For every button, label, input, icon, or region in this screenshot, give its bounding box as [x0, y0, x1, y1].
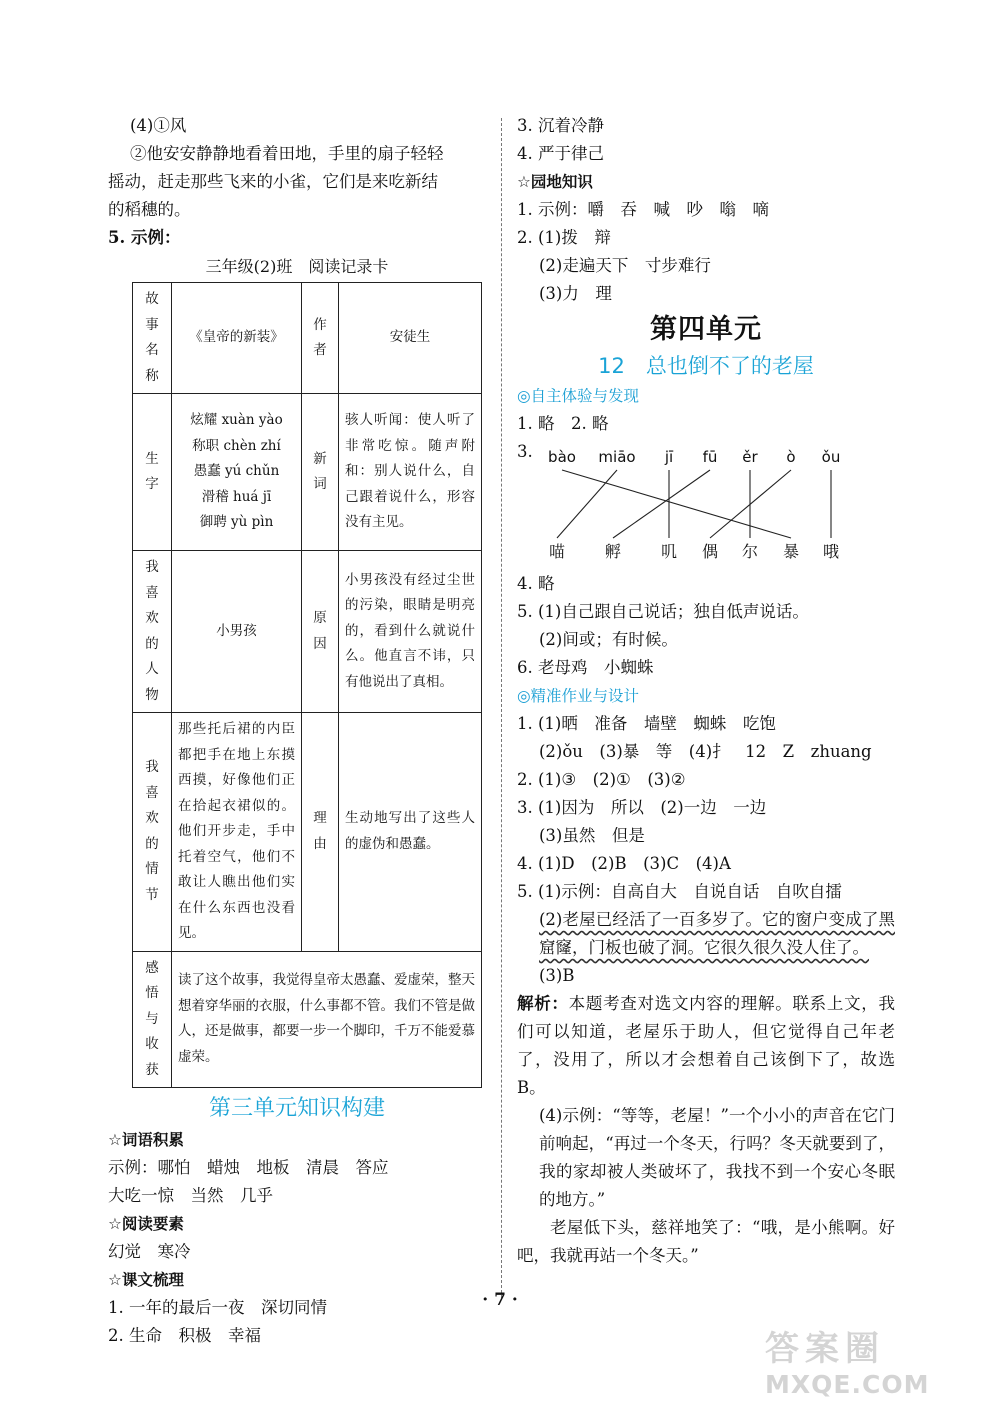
pinyin-label: jī	[664, 448, 674, 466]
section-heading: ☆园地知识	[517, 173, 593, 191]
answer-line: 4. 略	[517, 574, 555, 593]
hanzi-label: 喵	[548, 542, 566, 561]
pinyin-label: fū	[702, 448, 718, 466]
left-column	[108, 112, 486, 1350]
reason-cell: 小男孩没有经过尘世的污染，眼睛是明亮的，看到什么就说什么。他直言不讳，只有他说出了真相。	[339, 551, 482, 713]
answer-line: 幻觉 寒冷	[108, 1242, 191, 1261]
plot-cell: 那些托后裙的内臣都把手在地上东摸西摸，好像他们正在拾起衣裙似的。他们开步走，手中托着空气，他们不敢让人瞧出他们实在什么东西也没看见。	[172, 713, 302, 952]
author-cell: 安徒生	[339, 283, 482, 394]
label-cell: 我喜欢的人物	[133, 551, 172, 713]
lesson-title: 12 总也倒不了的老屋	[598, 354, 814, 378]
label-cell: 我喜欢的情节	[133, 713, 172, 952]
match-line	[557, 470, 617, 538]
unit-3-title: 第三单元知识构建	[208, 1096, 385, 1121]
label-cell: 感悟与收获	[133, 951, 172, 1088]
char-item: 愚蠢 yú chǔn	[193, 463, 280, 480]
answer-text: ②他安安静静地看着田地，手里的扇子轻轻	[130, 144, 444, 163]
char-item: 称职 chèn zhí	[192, 437, 281, 454]
answer-line: (2)间或；有时候。	[539, 630, 678, 649]
char-item: 炫耀 xuàn yào	[190, 412, 283, 429]
pinyin-label: ǒu	[821, 448, 841, 466]
pinyin-label: miāo	[598, 448, 636, 466]
table-row	[133, 394, 482, 551]
answer-line: 5. (1)示例：自高自大 自说自话 自吹自擂	[517, 882, 842, 901]
answer-paragraph	[108, 140, 486, 224]
section-heading: ◎精准作业与设计	[517, 687, 640, 705]
item-5-label: 5. 示例：	[108, 228, 181, 247]
section-heading: ☆课文梳理	[108, 1271, 184, 1289]
hanzi-label: 哦	[822, 542, 840, 561]
match-line	[562, 470, 791, 538]
column-divider	[501, 118, 502, 1298]
match-line	[613, 470, 710, 538]
answer-text: 摇动，赶走那些飞来的小雀，它们是来吃新结	[108, 172, 438, 191]
table-row	[133, 951, 482, 1088]
character-cell: 小男孩	[172, 551, 302, 713]
answer-text: 老屋低下头，慈祥地笑了：“哦，是小熊啊。好吧，我就再站一个冬天。”	[517, 1218, 895, 1265]
table-row	[133, 551, 482, 713]
new-words-label-cell: 新词	[302, 394, 339, 551]
answer-line: (2)走遍天下 寸步难行	[539, 256, 711, 275]
pinyin-label: ò	[786, 448, 796, 466]
watermark-logo	[765, 1328, 980, 1403]
new-words-cell: 骇人听闻：使人听了非常吃惊。随声附和：别人说什么，自己跟着说什么，形容没有主见。	[339, 394, 482, 551]
answer-line: 2. 生命 积极 幸福	[108, 1326, 261, 1345]
label-cell: 生字	[133, 394, 172, 551]
page-number: · 7 ·	[482, 1290, 518, 1310]
card-title: 三年级(2)班 阅读记录卡	[205, 257, 389, 276]
author-label-cell: 作者	[302, 283, 339, 394]
underlined-answer: (2)老屋已经活了一百多岁了。它的窗户变成了黑窟窿，门板也破了洞。它很久很久没人住了。	[539, 910, 895, 957]
label-cell: 故事名称	[133, 283, 172, 394]
answer-line: (3)B	[539, 966, 575, 985]
answer-text: 的稻穗的。	[108, 200, 191, 219]
watermark-url: MXQE.COM	[765, 1370, 930, 1399]
book-title-cell: 《皇帝的新装》	[172, 283, 302, 394]
analysis-text: 本题考查对选文内容的理解。联系上文，我们可以知道，老屋乐于助人，但它觉得自己年老了，没用了，所以才会想着自己该倒下了，故选 B。	[517, 994, 896, 1097]
answer-line: 1. 一年的最后一夜 深切同情	[108, 1298, 327, 1317]
answer-line: 1. (1)晒 准备 墙壁 蜘蛛 吃饱	[517, 714, 776, 733]
answer-line: 2. (1)③ (2)① (3)②	[517, 770, 686, 789]
hanzi-label: 尔	[741, 542, 759, 561]
watermark-title: 答案圈	[765, 1329, 885, 1369]
answer-paragraph	[517, 1102, 895, 1214]
answer-line: (4)①风	[130, 116, 187, 135]
analysis-paragraph	[517, 990, 895, 1102]
analysis-label: 解析：	[517, 994, 569, 1013]
answer-line: 5. (1)自己跟自己说话；独自低声说话。	[517, 602, 809, 621]
section-heading: ☆词语积累	[108, 1131, 184, 1149]
answer-text: (4)示例：“等等，老屋！”一个小小的声音在它门前响起，“再过一个冬天，行吗？冬天就要到了，我的家却被人类破坏了，我找不到一个安心冬眠的地方。”	[539, 1106, 895, 1209]
answer-line: 1. 示例：嚼 吞 喊 吵 嗡 嘀	[517, 200, 769, 219]
because-label-cell: 理由	[302, 713, 339, 952]
answer-line: 大吃一惊 当然 几乎	[108, 1186, 273, 1205]
reason-label-cell: 原因	[302, 551, 339, 713]
table-row	[133, 283, 482, 394]
section-heading: ◎自主体验与发现	[517, 387, 640, 405]
hanzi-label: 孵	[604, 542, 622, 561]
pinyin-label: bào	[548, 448, 576, 466]
answer-line: 示例：哪怕 蜡烛 地板 清晨 答应	[108, 1158, 389, 1177]
answer-line: 6. 老母鸡 小蜘蛛	[517, 658, 654, 677]
char-item: 御聘 yù pìn	[199, 514, 274, 531]
answer-line: 3. (1)因为 所以 (2)一边 一边	[517, 798, 767, 817]
matching-diagram	[517, 438, 895, 570]
section-heading: ☆阅读要素	[108, 1215, 184, 1233]
unit-4-title: 第四单元	[650, 314, 762, 345]
char-item: 滑稽 huá jī	[201, 488, 272, 505]
answer-line: (3)力 理	[539, 284, 612, 303]
answer-line: (2)ǒu (3)暴 等 (4)扌 12 Z zhuang	[539, 742, 872, 761]
hanzi-label: 暴	[782, 542, 800, 561]
answer-line: 3. 沉着冷静	[517, 116, 604, 135]
answer-line: (3)虽然 但是	[539, 826, 645, 845]
hanzi-label: 叽	[660, 542, 678, 561]
answer-line: 4. 严于律己	[517, 144, 604, 163]
answer-line: 1. 略 2. 略	[517, 414, 609, 433]
new-chars-cell	[172, 394, 302, 551]
pinyin-matching	[517, 438, 895, 570]
answer-paragraph	[517, 906, 895, 962]
answer-line: 2. (1)拨 辩	[517, 228, 611, 247]
answer-line: 4. (1)D (2)B (3)C (4)A	[517, 854, 731, 873]
pinyin-label: ěr	[742, 448, 758, 466]
item-label: 3.	[517, 442, 533, 461]
answer-paragraph	[517, 1214, 895, 1270]
table-row	[133, 713, 482, 952]
reading-record-card	[132, 282, 482, 1088]
because-cell: 生动地写出了这些人的虚伪和愚蠢。	[339, 713, 482, 952]
right-column	[517, 112, 895, 1270]
reflection-cell: 读了这个故事，我觉得皇帝太愚蠢、爱虚荣，整天想着穿华丽的衣服，什么事都不管。我们不管是做人，还是做事，都要一步一个脚印，千万不能爱慕虚荣。	[172, 951, 482, 1088]
hanzi-label: 偶	[701, 542, 719, 561]
